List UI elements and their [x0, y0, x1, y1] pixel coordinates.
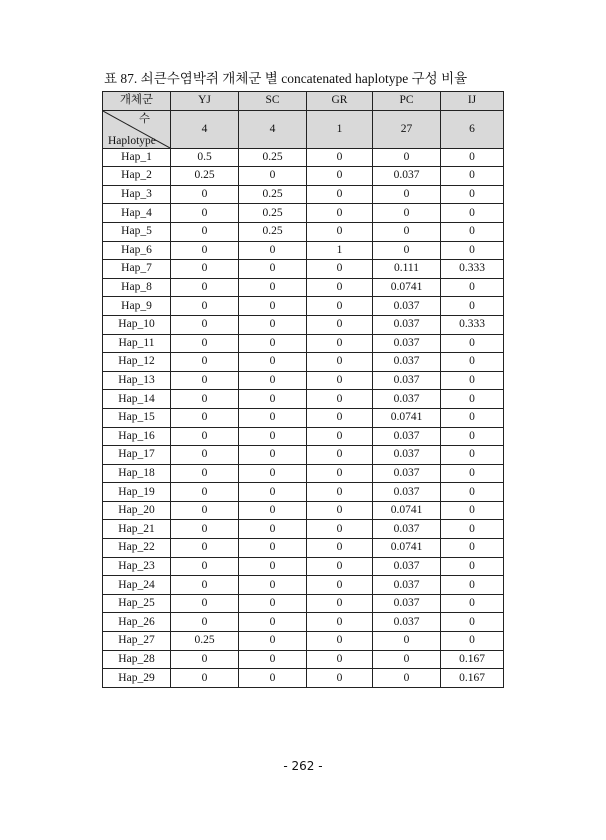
value-cell: 0 — [171, 260, 239, 279]
table-row — [103, 185, 504, 204]
value-cell: 0 — [307, 632, 373, 651]
table-row — [103, 297, 504, 316]
value-cell: 0 — [307, 278, 373, 297]
count-label: 수 — [138, 112, 150, 125]
value-cell: 0 — [307, 520, 373, 539]
value-cell: 0 — [373, 669, 441, 688]
value-cell: 0 — [307, 594, 373, 613]
haplotype-name-cell: Hap_13 — [103, 371, 171, 390]
table-row — [103, 334, 504, 353]
value-cell: 0 — [373, 148, 441, 167]
value-cell: 0.037 — [373, 353, 441, 372]
value-cell: 0 — [239, 446, 307, 465]
value-cell: 0 — [307, 353, 373, 372]
haplotype-name-cell: Hap_2 — [103, 167, 171, 186]
value-cell: 0 — [171, 483, 239, 502]
value-cell: 0 — [239, 334, 307, 353]
haplotype-name-cell: Hap_12 — [103, 353, 171, 372]
value-cell: 0 — [373, 241, 441, 260]
value-cell: 0 — [239, 278, 307, 297]
count-cell: 6 — [441, 110, 504, 148]
value-cell: 0.037 — [373, 576, 441, 595]
haplotype-name-cell: Hap_18 — [103, 464, 171, 483]
value-cell: 0 — [441, 594, 504, 613]
value-cell: 0 — [441, 464, 504, 483]
column-header: GR — [307, 92, 373, 111]
value-cell: 0.25 — [239, 148, 307, 167]
value-cell: 0 — [441, 539, 504, 558]
haplotype-name-cell: Hap_5 — [103, 222, 171, 241]
value-cell: 0 — [171, 315, 239, 334]
table-row — [103, 408, 504, 427]
haplotype-name-cell: Hap_9 — [103, 297, 171, 316]
count-cell: 27 — [373, 110, 441, 148]
value-cell: 0.167 — [441, 650, 504, 669]
value-cell: 0 — [373, 632, 441, 651]
value-cell: 0 — [307, 315, 373, 334]
value-cell: 0 — [239, 632, 307, 651]
value-cell: 0 — [171, 353, 239, 372]
value-cell: 0 — [171, 185, 239, 204]
table-row — [103, 557, 504, 576]
value-cell: 0 — [307, 576, 373, 595]
table-row — [103, 576, 504, 595]
value-cell: 0.0741 — [373, 539, 441, 558]
haplotype-name-cell: Hap_29 — [103, 669, 171, 688]
value-cell: 0 — [441, 222, 504, 241]
table-row — [103, 483, 504, 502]
table-row — [103, 241, 504, 260]
haplotype-name-cell: Hap_25 — [103, 594, 171, 613]
value-cell: 0 — [171, 204, 239, 223]
value-cell: 0 — [307, 427, 373, 446]
haplotype-table — [102, 91, 504, 688]
table-row — [103, 632, 504, 651]
value-cell: 0 — [441, 446, 504, 465]
haplotype-name-cell: Hap_15 — [103, 408, 171, 427]
value-cell: 0 — [441, 241, 504, 260]
value-cell: 0.0741 — [373, 501, 441, 520]
value-cell: 0 — [441, 334, 504, 353]
page-number: - 262 - — [283, 759, 323, 773]
haplotype-name-cell: Hap_16 — [103, 427, 171, 446]
value-cell: 0 — [239, 297, 307, 316]
table-row — [103, 148, 504, 167]
value-cell: 0.25 — [171, 167, 239, 186]
haplotype-name-cell: Hap_17 — [103, 446, 171, 465]
value-cell: 0 — [239, 501, 307, 520]
table-row — [103, 669, 504, 688]
value-cell: 0 — [307, 260, 373, 279]
table-row — [103, 204, 504, 223]
value-cell: 0 — [239, 260, 307, 279]
value-cell: 0 — [441, 167, 504, 186]
value-cell: 0 — [307, 557, 373, 576]
value-cell: 0 — [307, 501, 373, 520]
value-cell: 0 — [307, 371, 373, 390]
value-cell: 0.25 — [239, 185, 307, 204]
value-cell: 0.037 — [373, 427, 441, 446]
value-cell: 0 — [441, 297, 504, 316]
table-row — [103, 371, 504, 390]
table-row — [103, 613, 504, 632]
value-cell: 0 — [307, 446, 373, 465]
value-cell: 0.333 — [441, 315, 504, 334]
table-row — [103, 539, 504, 558]
value-cell: 0 — [441, 371, 504, 390]
value-cell: 0.333 — [441, 260, 504, 279]
value-cell: 0 — [441, 576, 504, 595]
haplotype-name-cell: Hap_1 — [103, 148, 171, 167]
value-cell: 0 — [239, 483, 307, 502]
haplotype-name-cell: Hap_10 — [103, 315, 171, 334]
value-cell: 0.037 — [373, 297, 441, 316]
table-row — [103, 353, 504, 372]
value-cell: 0 — [171, 278, 239, 297]
column-header: SC — [239, 92, 307, 111]
count-cell: 1 — [307, 110, 373, 148]
value-cell: 0 — [171, 408, 239, 427]
value-cell: 0 — [239, 520, 307, 539]
value-cell: 0.037 — [373, 464, 441, 483]
haplotype-name-cell: Hap_27 — [103, 632, 171, 651]
value-cell: 0 — [307, 222, 373, 241]
haplotype-name-cell: Hap_7 — [103, 260, 171, 279]
haplotype-name-cell: Hap_19 — [103, 483, 171, 502]
value-cell: 0 — [307, 185, 373, 204]
haplotype-name-cell: Hap_28 — [103, 650, 171, 669]
value-cell: 0 — [441, 557, 504, 576]
value-cell: 0 — [441, 613, 504, 632]
haplotype-name-cell: Hap_22 — [103, 539, 171, 558]
count-row — [103, 110, 504, 148]
value-cell: 0 — [373, 222, 441, 241]
value-cell: 0 — [441, 483, 504, 502]
value-cell: 0 — [307, 613, 373, 632]
value-cell: 0 — [441, 520, 504, 539]
haplotype-name-cell: Hap_21 — [103, 520, 171, 539]
value-cell: 0 — [307, 408, 373, 427]
value-cell: 0 — [441, 408, 504, 427]
value-cell: 0 — [441, 148, 504, 167]
value-cell: 0 — [307, 148, 373, 167]
value-cell: 0 — [307, 650, 373, 669]
value-cell: 0 — [239, 539, 307, 558]
haplotype-name-cell: Hap_14 — [103, 390, 171, 409]
value-cell: 0.167 — [441, 669, 504, 688]
value-cell: 0 — [239, 241, 307, 260]
value-cell: 0 — [307, 390, 373, 409]
value-cell: 0 — [239, 613, 307, 632]
value-cell: 0 — [239, 390, 307, 409]
value-cell: 0 — [171, 371, 239, 390]
table-row — [103, 464, 504, 483]
value-cell: 0.0741 — [373, 408, 441, 427]
value-cell: 0.037 — [373, 557, 441, 576]
value-cell: 0 — [171, 557, 239, 576]
value-cell: 0 — [171, 501, 239, 520]
value-cell: 0 — [239, 167, 307, 186]
haplotype-name-cell: Hap_26 — [103, 613, 171, 632]
value-cell: 0 — [239, 557, 307, 576]
table-row — [103, 501, 504, 520]
value-cell: 0 — [441, 501, 504, 520]
table-row — [103, 446, 504, 465]
value-cell: 0 — [171, 241, 239, 260]
table-row — [103, 427, 504, 446]
value-cell: 0 — [441, 204, 504, 223]
value-cell: 0.25 — [171, 632, 239, 651]
value-cell: 0.037 — [373, 167, 441, 186]
value-cell: 0.037 — [373, 594, 441, 613]
value-cell: 0 — [171, 222, 239, 241]
value-cell: 0 — [171, 464, 239, 483]
value-cell: 0 — [441, 353, 504, 372]
haplotype-name-cell: Hap_3 — [103, 185, 171, 204]
value-cell: 0.037 — [373, 613, 441, 632]
value-cell: 0.111 — [373, 260, 441, 279]
value-cell: 0.037 — [373, 315, 441, 334]
value-cell: 0 — [239, 576, 307, 595]
haplotype-name-cell: Hap_23 — [103, 557, 171, 576]
diagonal-header-cell — [103, 110, 171, 148]
table-row — [103, 222, 504, 241]
value-cell: 0 — [307, 464, 373, 483]
header-row — [103, 92, 504, 111]
table-row — [103, 650, 504, 669]
value-cell: 0 — [239, 650, 307, 669]
haplotype-name-cell: Hap_24 — [103, 576, 171, 595]
value-cell: 0 — [373, 204, 441, 223]
value-cell: 0.037 — [373, 483, 441, 502]
value-cell: 0 — [171, 334, 239, 353]
value-cell: 0 — [307, 334, 373, 353]
value-cell: 0 — [171, 427, 239, 446]
value-cell: 0 — [307, 669, 373, 688]
table-row — [103, 594, 504, 613]
value-cell: 0 — [171, 297, 239, 316]
value-cell: 0.037 — [373, 334, 441, 353]
table-row — [103, 390, 504, 409]
value-cell: 0 — [171, 520, 239, 539]
value-cell: 0 — [239, 408, 307, 427]
value-cell: 0 — [307, 167, 373, 186]
value-cell: 0 — [171, 539, 239, 558]
table-row — [103, 520, 504, 539]
count-cell: 4 — [171, 110, 239, 148]
value-cell: 0 — [441, 185, 504, 204]
value-cell: 0 — [307, 539, 373, 558]
value-cell: 0 — [307, 297, 373, 316]
value-cell: 0.037 — [373, 390, 441, 409]
haplotype-name-cell: Hap_20 — [103, 501, 171, 520]
value-cell: 0 — [441, 632, 504, 651]
table-row — [103, 278, 504, 297]
value-cell: 0.25 — [239, 204, 307, 223]
column-header: IJ — [441, 92, 504, 111]
value-cell: 1 — [307, 241, 373, 260]
value-cell: 0 — [239, 594, 307, 613]
value-cell: 0 — [239, 427, 307, 446]
value-cell: 0.0741 — [373, 278, 441, 297]
table-caption: 표 87. 쇠큰수염박쥐 개체군 별 concatenated haplotype 구성 비율 — [104, 71, 468, 86]
value-cell: 0.037 — [373, 446, 441, 465]
value-cell: 0 — [441, 427, 504, 446]
table-row — [103, 167, 504, 186]
value-cell: 0 — [307, 483, 373, 502]
haplotype-name-cell: Hap_6 — [103, 241, 171, 260]
value-cell: 0.5 — [171, 148, 239, 167]
value-cell: 0 — [441, 278, 504, 297]
haplotype-name-cell: Hap_8 — [103, 278, 171, 297]
value-cell: 0 — [239, 371, 307, 390]
value-cell: 0 — [239, 464, 307, 483]
haplotype-label: Haplotype — [108, 134, 156, 147]
value-cell: 0 — [171, 576, 239, 595]
value-cell: 0 — [239, 353, 307, 372]
value-cell: 0 — [373, 650, 441, 669]
count-cell: 4 — [239, 110, 307, 148]
value-cell: 0 — [239, 669, 307, 688]
value-cell: 0 — [441, 390, 504, 409]
table-row — [103, 260, 504, 279]
haplotype-name-cell: Hap_11 — [103, 334, 171, 353]
value-cell: 0 — [171, 594, 239, 613]
value-cell: 0.037 — [373, 371, 441, 390]
value-cell: 0 — [171, 446, 239, 465]
column-header: YJ — [171, 92, 239, 111]
haplotype-name-cell: Hap_4 — [103, 204, 171, 223]
value-cell: 0 — [239, 315, 307, 334]
value-cell: 0 — [373, 185, 441, 204]
value-cell: 0 — [307, 204, 373, 223]
column-header: PC — [373, 92, 441, 111]
value-cell: 0 — [171, 613, 239, 632]
value-cell: 0 — [171, 669, 239, 688]
value-cell: 0 — [171, 650, 239, 669]
value-cell: 0 — [171, 390, 239, 409]
table-row — [103, 315, 504, 334]
corner-header: 개체군 — [103, 92, 171, 111]
value-cell: 0.037 — [373, 520, 441, 539]
value-cell: 0.25 — [239, 222, 307, 241]
